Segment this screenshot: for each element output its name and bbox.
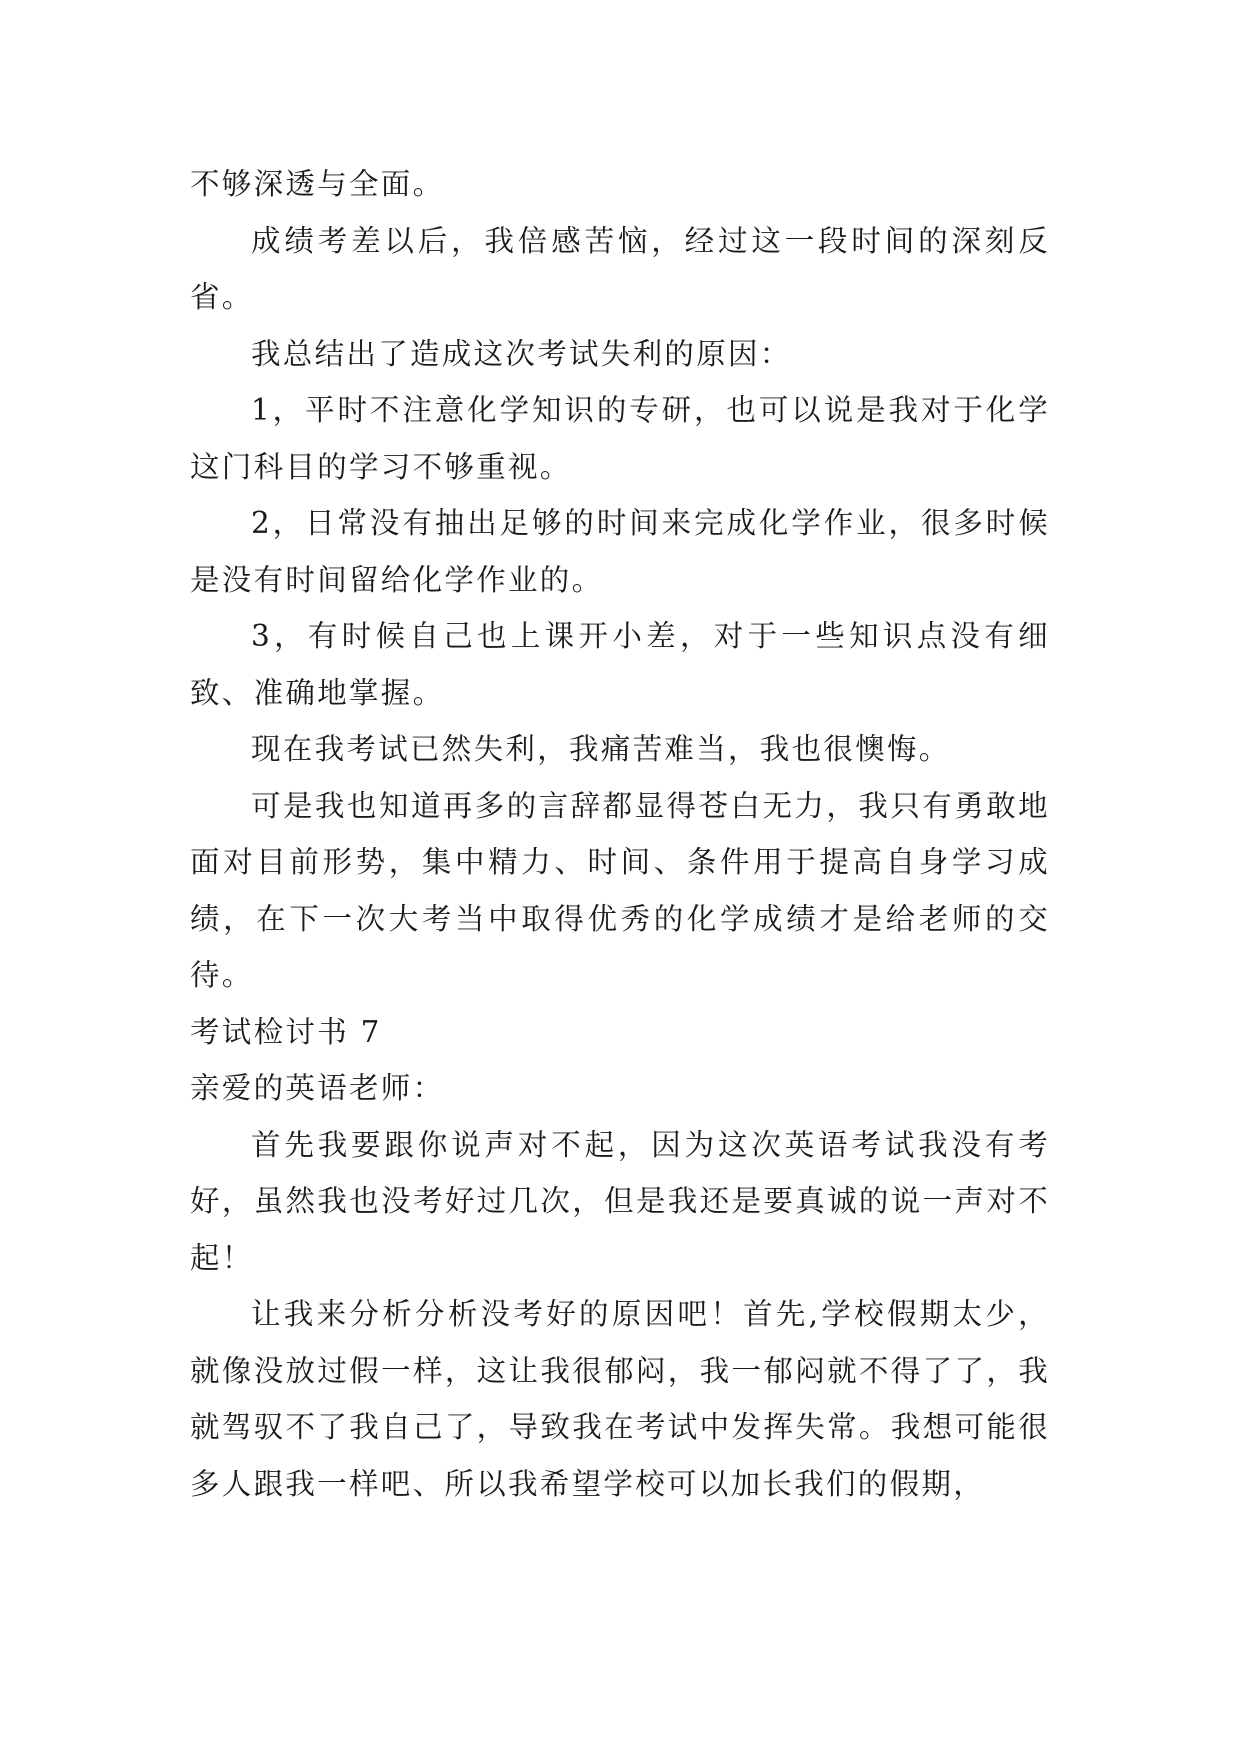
salutation: 亲爱的英语老师： — [190, 1071, 445, 1105]
paragraph-2: 成绩考差以后，我倍感苦恼，经过这一段时间的深刻反省。 — [190, 223, 1050, 314]
document-body — [190, 156, 1050, 1512]
section-heading: 考试检讨书 7 — [190, 1014, 382, 1049]
paragraph-1: 不够深透与全面。 — [190, 167, 445, 201]
paragraph-3: 我总结出了造成这次考试失利的原因： — [251, 336, 792, 371]
paragraph-4: 1，平时不注意化学知识的专研，也可以说是我对于化学这门科目的学习不够重视。 — [190, 393, 1050, 484]
paragraph-12: 让我来分析分析没考好的原因吧！首先,学校假期太少，就像没放过假一样，这让我很郁闷，我一郁闷就不得了了，我就驾驭不了我自己了，导致我在考试中发挥失常。我想可能很多人跟我一样吧、所以我希望学校可以加长我们的假期， — [190, 1297, 1050, 1501]
paragraph-11: 首先我要跟你说声对不起，因为这次英语考试我没有考好，虽然我也没考好过几次，但是我还是要真诚的说一声对不起！ — [190, 1127, 1050, 1275]
paragraph-7: 现在我考试已然失利，我痛苦难当，我也很懊悔。 — [251, 732, 951, 766]
paragraph-6: 3，有时候自己也上课开小差，对于一些知识点没有细致、准确地掌握。 — [190, 619, 1050, 710]
paragraph-8: 可是我也知道再多的言辞都显得苍白无力，我只有勇敢地面对目前形势，集中精力、时间、条件用于提高自身学习成绩，在下一次大考当中取得优秀的化学成绩才是给老师的交待。 — [190, 788, 1050, 992]
paragraph-5: 2，日常没有抽出足够的时间来完成化学作业，很多时候是没有时间留给化学作业的。 — [190, 506, 1050, 597]
